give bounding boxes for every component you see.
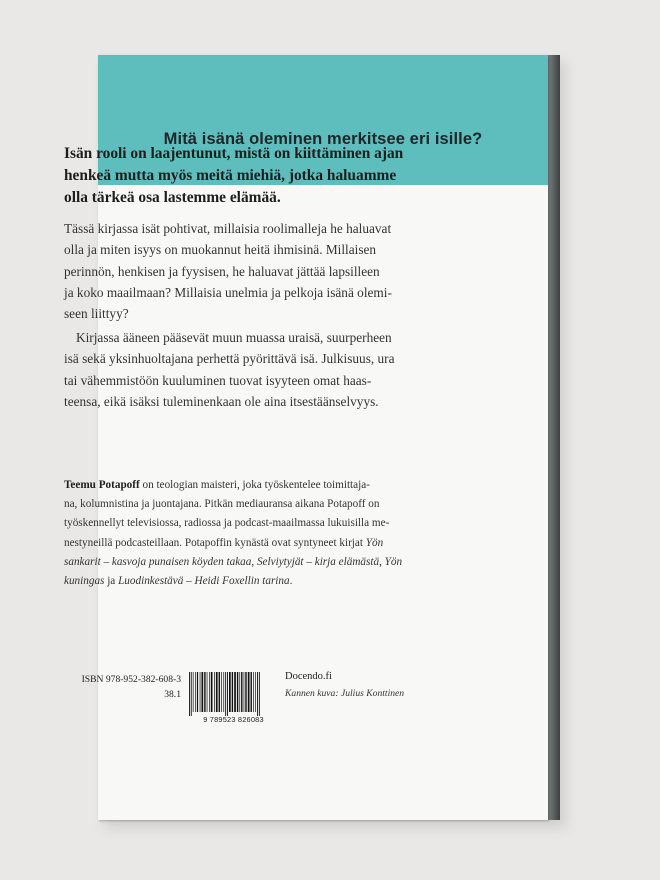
bio-line bbox=[64, 553, 436, 572]
cover-tagline: Mitä isänä oleminen merkitsee eri isille? bbox=[163, 130, 483, 148]
barcode-bar bbox=[219, 672, 220, 712]
bio-line: työskennellyt televisiossa, radiossa ja podcast-maailmassa lukuisilla me- bbox=[64, 517, 390, 530]
barcode-bar bbox=[234, 672, 236, 712]
paragraph-line: isä sekä yksinhuoltajana perhettä pyörittävä isä. Julkisuus, ura bbox=[64, 351, 395, 367]
barcode-bar bbox=[253, 672, 254, 712]
book-title: sankarit – kasvoja punaisen köyden takaa bbox=[64, 555, 252, 568]
bio-text: . bbox=[289, 575, 293, 588]
author-name: Teemu Potapoff bbox=[64, 479, 140, 491]
barcode-bar bbox=[259, 672, 260, 716]
barcode-bar bbox=[214, 672, 215, 712]
barcode-bar bbox=[191, 672, 192, 716]
barcode-bar bbox=[225, 672, 226, 716]
lead-line: olla tärkeä osa lastemme elämää. bbox=[64, 189, 281, 206]
barcode-bar bbox=[189, 672, 190, 716]
barcode-bar bbox=[237, 672, 238, 712]
bio-text: , bbox=[251, 555, 257, 568]
book-title: kuningas bbox=[64, 575, 105, 588]
barcode-bar bbox=[200, 672, 201, 712]
classification-number: 38.1 bbox=[164, 689, 181, 700]
paragraph-line: ja koko maailmaan? Millaisia unelmia ja pelkoja isänä olemi- bbox=[64, 284, 392, 300]
barcode-bar bbox=[255, 672, 256, 712]
barcode-bar bbox=[221, 672, 222, 712]
publisher-name: Docendo.fi bbox=[285, 671, 332, 682]
description-paragraph-2 bbox=[64, 327, 416, 412]
barcode-bar bbox=[232, 672, 233, 712]
barcode-bar bbox=[202, 672, 204, 712]
paragraph-line: tai vähemmistöön kuuluminen tuovat isyyteen omat haas- bbox=[64, 372, 372, 388]
barcode-bar bbox=[241, 672, 242, 712]
paragraph-line: seen liittyy? bbox=[64, 306, 129, 322]
paragraph-line: teensa, eikä isäksi tuleminenkaan ole aina itsestäänselvyys. bbox=[64, 393, 379, 409]
bio-line bbox=[64, 476, 436, 495]
bio-line bbox=[64, 572, 436, 591]
barcode-digits: 9 789523 826083 bbox=[203, 715, 264, 724]
paragraph-line: perinnön, henkisen ja fyysisen, he haluavat jättää lapsilleen bbox=[64, 263, 380, 279]
paragraph-line: olla ja miten isyys on muokannut heitä ihmisinä. Millaisen bbox=[64, 242, 377, 258]
barcode-bar bbox=[211, 672, 213, 712]
description-paragraph-1 bbox=[64, 218, 416, 324]
book-title: Selviytyjät – kirja elämästä bbox=[256, 555, 380, 568]
paragraph-line: Kirjassa ääneen pääsevät muun muassa uraisä, suurperheen bbox=[76, 330, 392, 345]
book-title: Luodinkestävä – Heidi Foxellin tarina bbox=[118, 575, 290, 588]
barcode-bar bbox=[244, 672, 245, 712]
lead-line: Isän rooli on laajentunut, mistä on kiittäminen ajan bbox=[64, 145, 404, 162]
barcode-bar bbox=[195, 672, 196, 712]
bio-text: nestyneillä podcasteillaan. Potapoffin kynästä ovat syntyneet kirjat bbox=[64, 536, 366, 549]
barcode-bar bbox=[248, 672, 250, 712]
barcode-bar bbox=[207, 672, 208, 712]
bio-line bbox=[64, 534, 436, 553]
barcode-bar bbox=[204, 672, 205, 712]
barcode-bar bbox=[209, 672, 210, 712]
bio-text: on teologian maisteri, joka työskentelee toimittaja- bbox=[139, 479, 370, 491]
lead-paragraph bbox=[64, 143, 424, 209]
bio-text: ja bbox=[104, 575, 119, 588]
book-title: Yön bbox=[384, 555, 403, 568]
barcode-bar bbox=[239, 672, 240, 712]
book-title: Yön bbox=[365, 536, 384, 549]
isbn-number: ISBN 978-952-382-608-3 bbox=[81, 674, 181, 685]
barcode-bar bbox=[257, 672, 258, 716]
bio-line: na, kolumnistina ja juontajana. Pitkän mediauransa aikana Potapoff on bbox=[64, 498, 380, 511]
bio-text: , bbox=[379, 555, 385, 568]
barcode-bar bbox=[193, 672, 194, 712]
barcode-bar bbox=[251, 672, 252, 712]
cover-photo-credit: Kannen kuva: Julius Konttinen bbox=[285, 688, 405, 699]
barcode bbox=[188, 672, 279, 720]
lead-line: henkeä mutta myös meitä miehiä, jotka haluamme bbox=[64, 167, 397, 184]
barcode-bar bbox=[216, 672, 218, 712]
author-bio bbox=[64, 476, 436, 591]
barcode-bar bbox=[227, 672, 228, 716]
barcode-bar bbox=[229, 672, 231, 712]
barcode-bar bbox=[223, 672, 224, 712]
isbn-block bbox=[65, 672, 181, 702]
barcode-bar bbox=[197, 672, 198, 712]
barcode-bar bbox=[245, 672, 246, 712]
paragraph-line: Tässä kirjassa isät pohtivat, millaisia roolimalleja he haluavat bbox=[64, 221, 392, 236]
